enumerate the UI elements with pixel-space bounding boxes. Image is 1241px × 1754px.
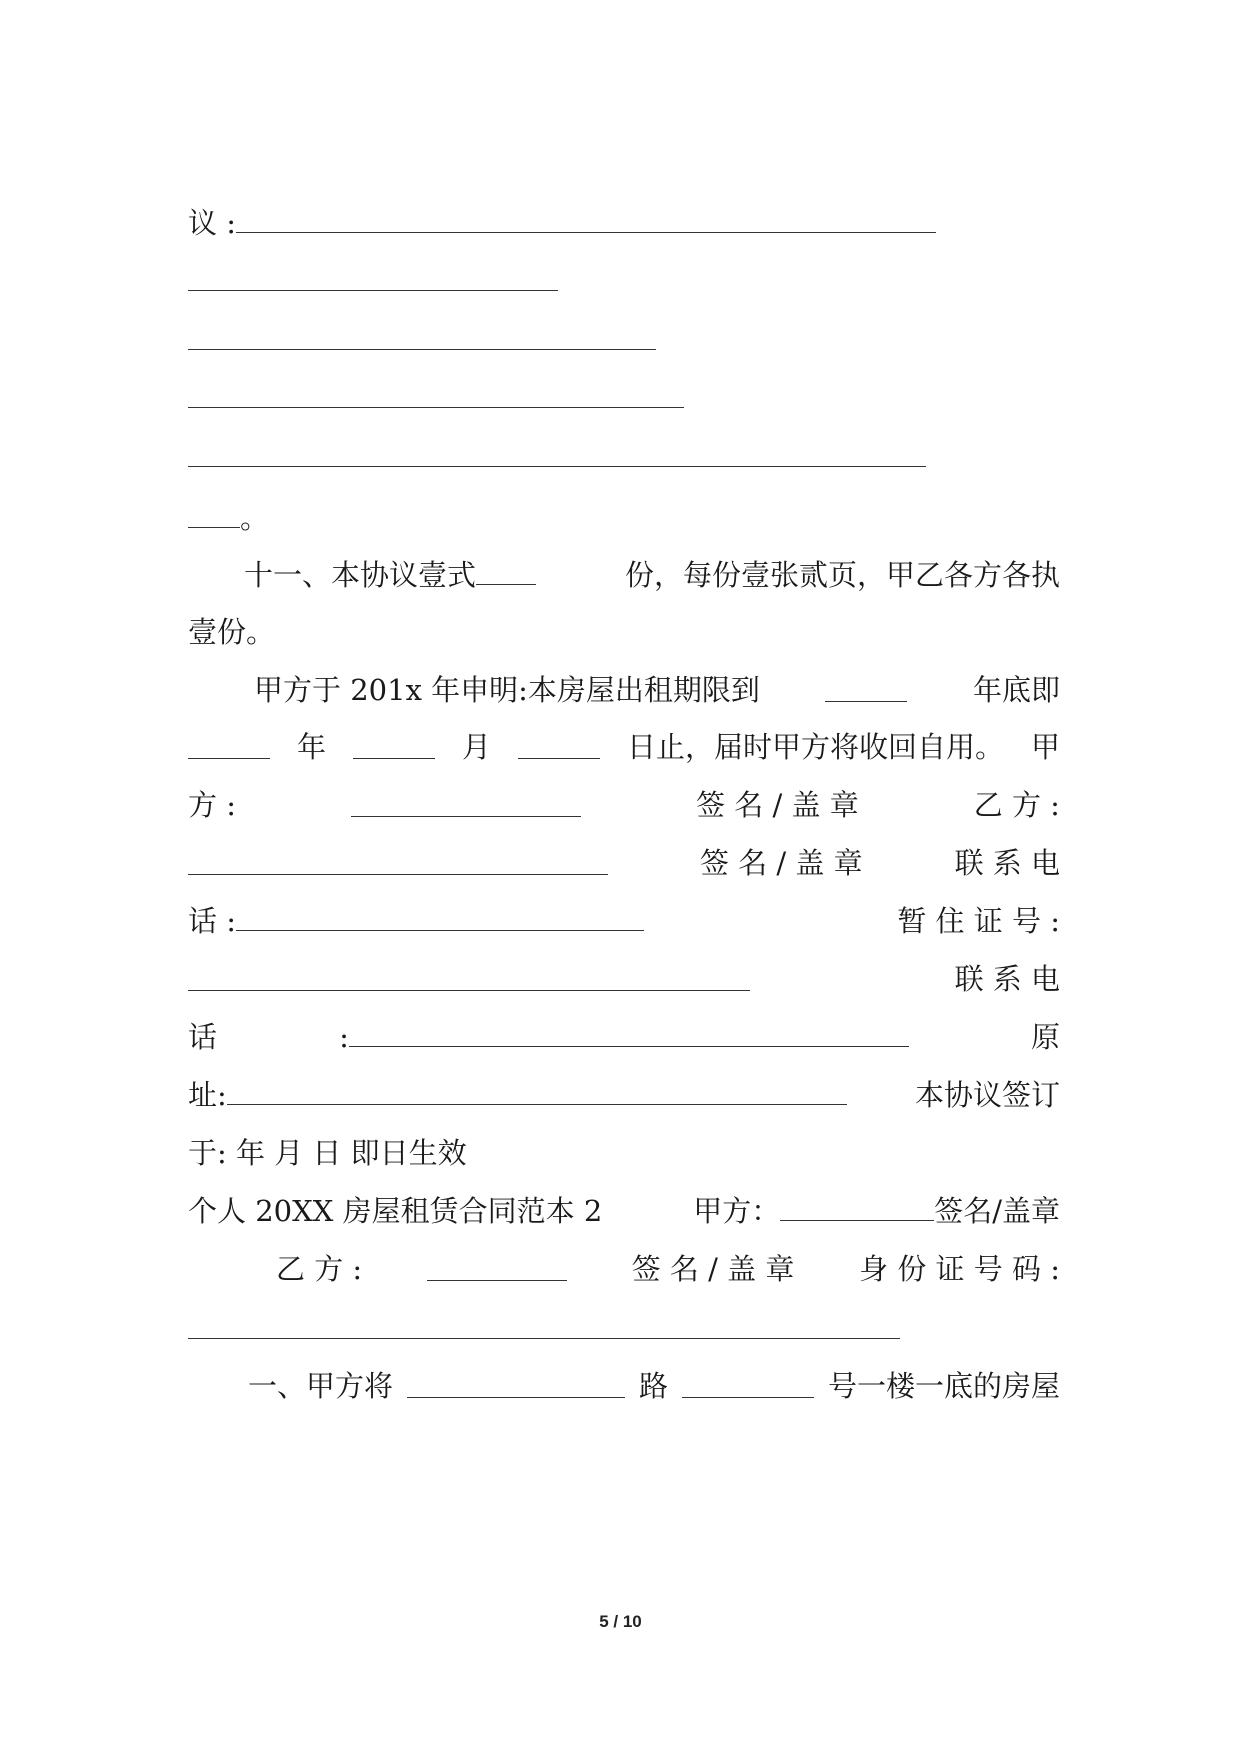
item-1-line — [188, 1366, 1060, 1406]
template-title-line — [188, 1191, 1060, 1231]
signed-on-label: 本协议签订 — [914, 1078, 1060, 1112]
date-line — [188, 727, 1060, 767]
blank-field — [407, 1375, 625, 1398]
item-road: 路 — [638, 1369, 668, 1403]
contact-label: 联 系 电 — [954, 846, 1060, 880]
party-a-colon: 方 : — [188, 788, 236, 822]
blank-rule — [188, 407, 684, 408]
party-b-label: 乙 方 : — [973, 788, 1060, 822]
blank-field — [188, 505, 240, 528]
blank-field — [353, 736, 435, 759]
clause-11-cont — [188, 612, 1060, 652]
address-line — [188, 1075, 1060, 1115]
blank-field — [780, 1198, 934, 1221]
clause-text: 份，每份壹张贰页，甲乙各方各执 — [624, 558, 1060, 592]
blank-field — [236, 210, 936, 233]
address-field: 址: — [188, 1075, 847, 1115]
blank-field — [188, 736, 270, 759]
effective-date-line — [188, 1133, 1060, 1173]
declaration-text: 年底即 — [972, 673, 1060, 707]
party-b-id-line — [188, 1249, 1060, 1289]
period-mark: 。 — [240, 501, 270, 535]
phone-label: 话 — [188, 1020, 218, 1054]
blank-field — [227, 1082, 847, 1105]
template-title: 个人 20XX 房屋租赁合同范本 2 — [188, 1194, 603, 1228]
party-b-field: 乙 方 : — [276, 1252, 363, 1286]
page-number: 5 / 10 — [599, 1612, 642, 1631]
blank-rule — [188, 466, 926, 467]
sign-label: 签 名 / 盖 章 — [699, 846, 863, 880]
doc-line-period — [188, 498, 1060, 538]
sign-label: 签 名 / 盖 章 — [696, 788, 859, 822]
clause-text: 十一、本协议壹式 — [188, 555, 536, 595]
blank-field — [236, 908, 644, 931]
id-number-label: 身 份 证 号 码 : — [859, 1252, 1060, 1286]
phone-label: 话 : — [188, 901, 644, 941]
clause-11-line — [188, 555, 1060, 595]
item-text: 一、甲方将 — [248, 1369, 394, 1403]
party-line — [188, 785, 1060, 825]
doc-line-1 — [188, 203, 1060, 243]
blank-field — [825, 679, 907, 702]
blank-rule — [188, 349, 656, 350]
blank-rule — [188, 1338, 900, 1339]
sign-label: 签 名 / 盖 章 — [631, 1252, 795, 1286]
item-text: 号一楼一底的房屋 — [827, 1369, 1060, 1403]
party-a-field: 甲方： 签名/盖章 — [693, 1194, 1060, 1228]
blank-field — [682, 1375, 814, 1398]
blank-field — [188, 968, 750, 991]
effective-date-text: 于: 年 月 日 即日生效 — [188, 1136, 467, 1170]
contact-label: 联 系 电 — [954, 962, 1060, 996]
blank-field — [476, 562, 536, 585]
contact-line — [188, 901, 1060, 941]
blank-field — [188, 852, 608, 875]
blank-rule — [188, 290, 558, 291]
blank-field — [349, 1024, 909, 1047]
line-label: 议 : — [188, 206, 236, 240]
party-a-label: 甲 — [1030, 730, 1060, 764]
clause-text: 壹份。 — [188, 615, 276, 649]
date-end: 日止，届时甲方将收回自用。 — [626, 730, 1004, 764]
original-label: 原 — [1030, 1020, 1060, 1054]
declaration-line — [188, 670, 1060, 710]
phone-line — [188, 1017, 1060, 1057]
blank-field — [427, 1258, 567, 1281]
phone-field: : — [339, 1017, 909, 1057]
date-year: 年 — [296, 730, 326, 764]
blank-field — [351, 794, 581, 817]
declaration-text: 甲方于 201x 年申明:本房屋出租期限到 — [254, 673, 760, 707]
date-month: 月 — [461, 730, 491, 764]
temp-id-label: 暂 住 证 号 : — [897, 904, 1060, 938]
temp-id-line — [188, 959, 1060, 999]
blank-field — [518, 736, 600, 759]
party-b-line — [188, 843, 1060, 883]
